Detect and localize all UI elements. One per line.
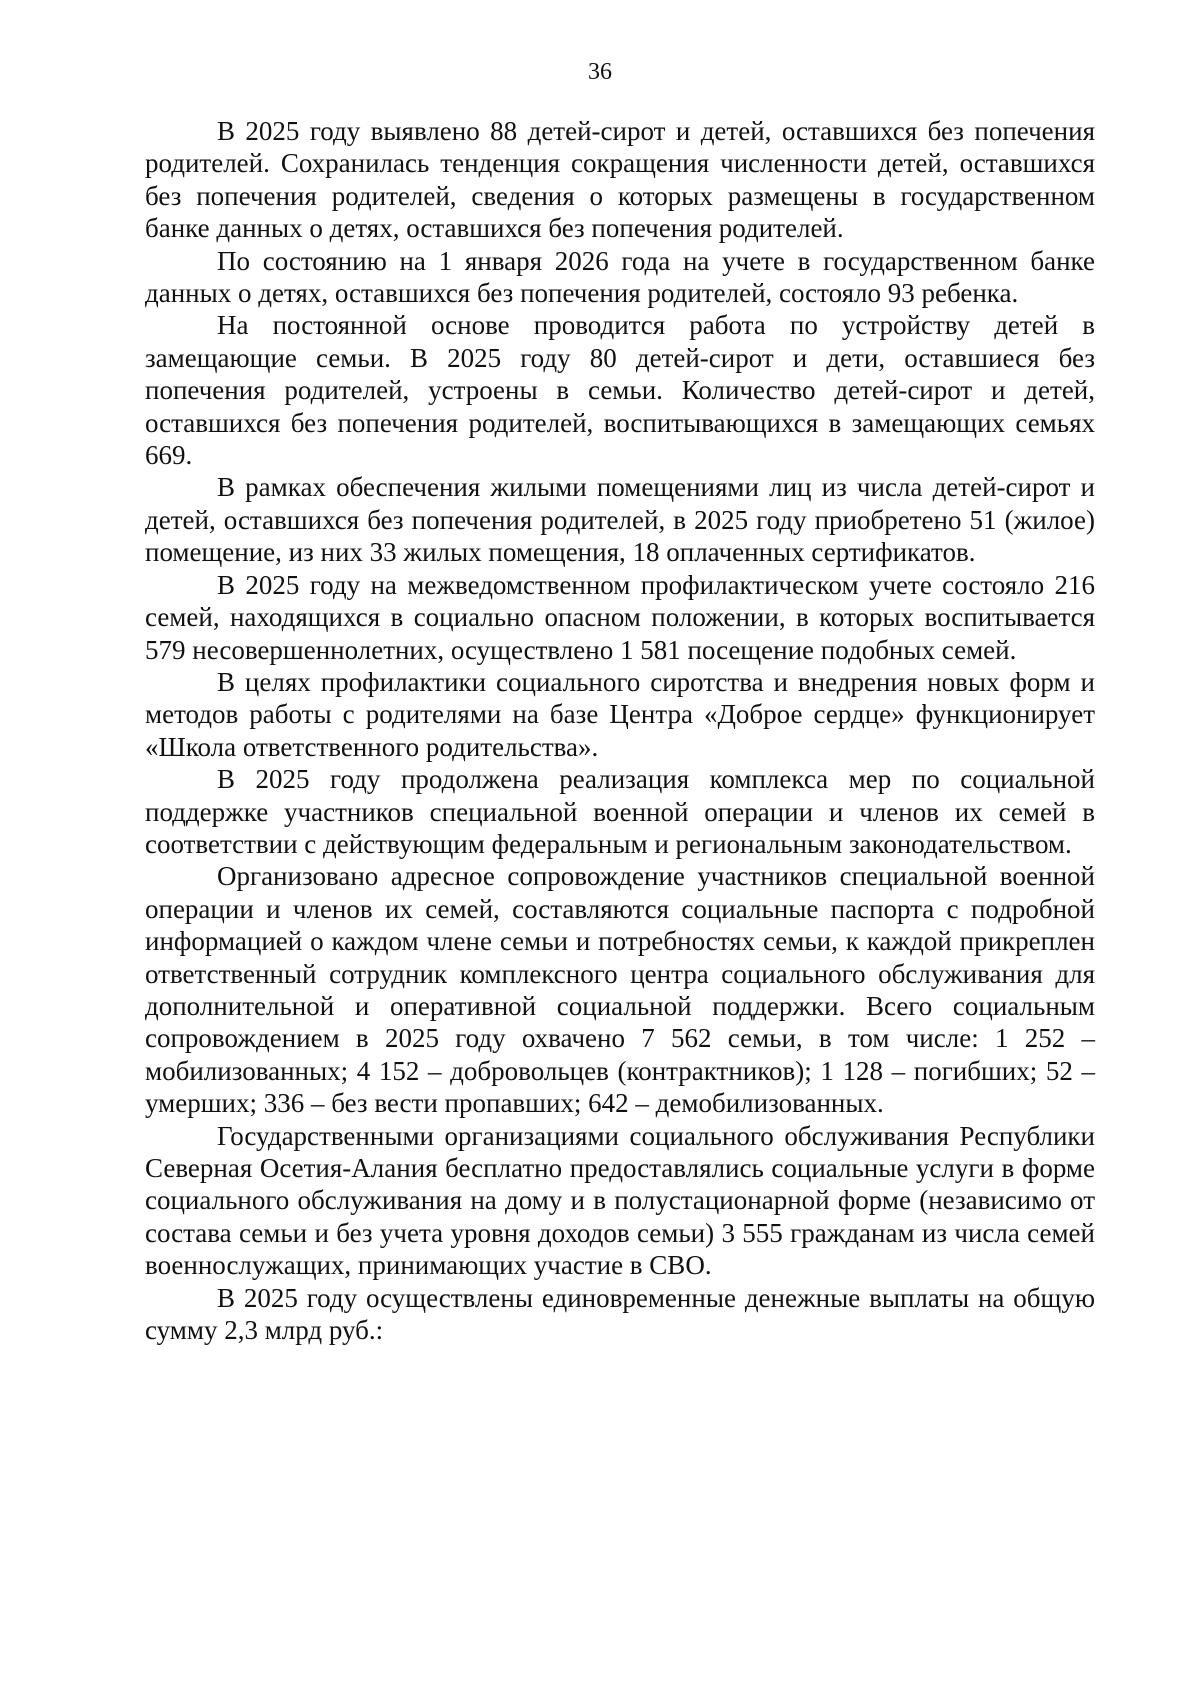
paragraph-housing: В рамках обеспечения жилыми помещениями лиц из числа детей-сирот и детей, оставшихся без попечения родителей, в 2025 году приобретено 51 (жилое) помещение, из них 33 жилых помещения, 18 оплаченных сертификатов. — [145, 472, 1095, 568]
paragraph-preventive-registry: В 2025 году на межведомственном профилактическом учете состояло 216 семей, находящихся в социально опасном положении, в которых воспитывается 579 несовершеннолетних, осуществлено 1 581 посещение подобных семей. — [145, 569, 1095, 665]
paragraph-svo-support: В 2025 году продолжена реализация комплекса мер по социальной поддержке участников специальной военной операции и членов их семей в соответствии с действующим федеральным и региональным законодательством. — [145, 764, 1095, 859]
paragraph-orphans-identified: В 2025 году выявлено 88 детей-сирот и детей, оставшихся без попечения родителей. Сохранилась тенденция сокращения численности детей, оставшихся без попечения родителей, сведения о которых размещены в государственном банке данных о детях, оставшихся без попечения родителей. — [145, 116, 1095, 244]
paragraph-targeted-support: Организовано адресное сопровождение участников специальной военной операции и членов их семей, составляются социальные паспорта с подробной информацией о каждом члене семьи и потребностях семьи, к каждой прикреплен ответственный сотрудник комплексного центра социального обслуживания для дополнительной и оперативной социальной поддержки. Всего социальным сопровождением в 2025 году охвачено 7 562 семьи, в том числе: 1 252 – мобилизованных; 4 152 – добровольцев (контрактников); 1 128 – погибших; 52 – умерших; 336 – без вести пропавших; 642 – демобилизованных. — [145, 861, 1095, 1119]
page-number: 36 — [588, 59, 612, 85]
paragraph-lump-sum-payments: В 2025 году осуществлены единовременные денежные выплаты на общую сумму 2,3 млрд руб.: — [145, 1282, 1095, 1346]
paragraph-parenting-school: В целях профилактики социального сиротства и внедрения новых форм и методов работы с родителями на базе Центра «Доброе сердце» функционирует «Школа ответственного родительства». — [145, 666, 1095, 762]
document-body — [145, 115, 1095, 1346]
paragraph-foster-placement: На постоянной основе проводится работа по устройству детей в замещающие семьи. В 2025 году 80 детей-сирот и дети, оставшиеся без попечения родителей, устроены в семьи. Количество детей-сирот и детей, оставшихся без попечения родителей, воспитывающихся в замещающих семьях 669. — [145, 310, 1095, 471]
paragraph-social-services: Государственными организациями социального обслуживания Республики Северная Осетия-Алания бесплатно предоставлялись социальные услуги в форме социального обслуживания на дому и в полустационарной форме (независимо от состава семьи и без учета уровня доходов семьи) 3 555 гражданам из числа семей военнослужащих, принимающих участие в СВО. — [145, 1120, 1095, 1281]
paragraph-data-bank-count: По состоянию на 1 января 2026 года на учете в государственном банке данных о детях, оставшихся без попечения родителей, состояло 93 ребенка. — [145, 245, 1095, 309]
